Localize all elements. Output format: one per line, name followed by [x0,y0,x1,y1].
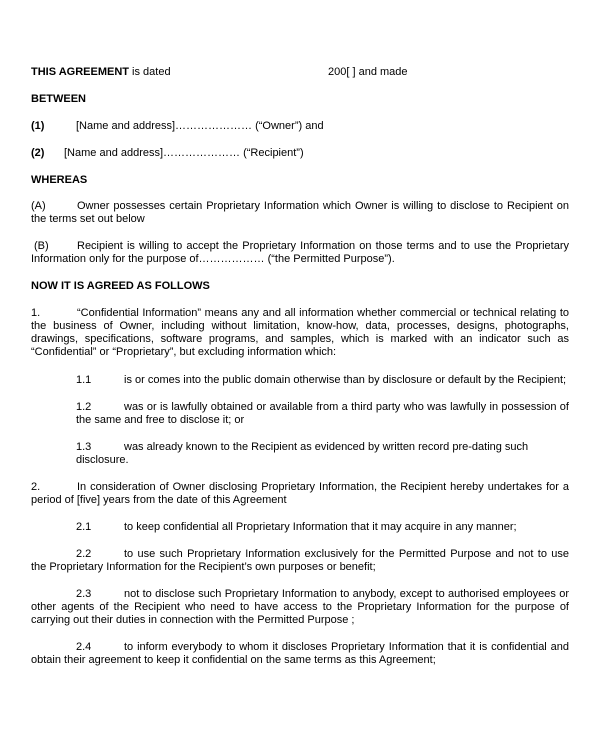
recital-a-text: Owner possesses certain Proprietary Information which Owner is willing to disclose to Recipient on the terms set out below [31,200,569,225]
clause-2-4-number: 2.4 [76,641,92,653]
agreement-date-line [31,66,171,79]
clause-2-number: 2. [31,481,41,493]
party-1-number: (1) [31,120,45,132]
clause-2-1-text: to keep confidential all Proprietary Information that it may acquire in any manner; [124,521,517,533]
clause-2 [31,481,569,507]
clause-2-3-text: not to disclose such Proprietary Information to anybody, except to authorised employees or other agents of the Recipient who need to have access to the Proprietary Information for the purpose of carrying out their duties in connection with the Permitted Purpose ; [31,588,569,626]
clause-2-2 [31,548,569,574]
clause-1-1 [76,374,569,387]
clause-1-3 [76,441,569,467]
clause-2-text: In consideration of Owner disclosing Proprietary Information, the Recipient hereby undertakes for a period of [five] years from the date of this Agreement [31,481,569,506]
dated-text: is dated [129,66,171,78]
agreed-heading: NOW IT IS AGREED AS FOLLOWS [31,280,210,292]
whereas-heading: WHEREAS [31,174,88,186]
clause-1 [31,307,569,359]
recital-a [31,200,569,226]
clause-1-number: 1. [31,307,41,319]
clause-2-3-number: 2.3 [76,588,92,600]
clause-2-4-text: to inform everybody to whom it discloses Proprietary Information that it is confidential and obtain their agreement to keep it confidential on the same terms as this Agreement; [31,641,569,666]
clause-2-2-text: to use such Proprietary Information exclusively for the Permitted Purpose and not to use the Proprietary Information for the Recipient’s own purposes or benefit; [31,548,569,573]
clause-1-1-number: 1.1 [76,374,92,386]
date-blank: 200[ ] and made [328,66,408,78]
clause-2-4 [31,641,569,667]
clause-2-1-number: 2.1 [76,521,92,533]
clause-1-3-text: was already known to the Recipient as evidenced by written record pre-dating such disclosure. [76,441,529,466]
clause-2-3 [31,588,569,627]
clause-2-1 [76,521,569,534]
between-heading: BETWEEN [31,93,86,105]
recital-a-label: (A) [31,200,46,212]
clause-1-2-number: 1.2 [76,401,92,413]
recital-b [31,240,569,266]
party-2-number: (2) [31,147,45,159]
recital-b-text: Recipient is willing to accept the Proprietary Information on those terms and to use the Proprietary Information only for the purpose of……………… (“the Permitted Purpose”). [31,240,569,265]
agreement-label: THIS AGREEMENT [31,66,129,78]
party-1-text: [Name and address]………………… (“Owner”) and [76,120,324,132]
clause-1-1-text: is or comes into the public domain otherwise than by disclosure or default by the Recipient; [124,374,567,386]
recital-b-label: (B) [34,240,49,252]
clause-2-2-number: 2.2 [76,548,92,560]
party-2-text: [Name and address]………………… (“Recipient”) [64,147,304,159]
clause-1-2 [76,401,569,427]
clause-1-2-text: was or is lawfully obtained or available from a third party who was lawfully in possession of the same and free to disclose it; or [76,401,569,426]
clause-1-3-number: 1.3 [76,441,92,453]
clause-1-text: “Confidential Information” means any and all information whether commercial or technical relating to the business of Owner, including without limitation, know-how, data, processes, designs, photographs, drawings, specifications, software programs, and samples, which is marked with an indicator such as “Confidential” or “Proprietary”, but excluding information which: [31,307,569,358]
